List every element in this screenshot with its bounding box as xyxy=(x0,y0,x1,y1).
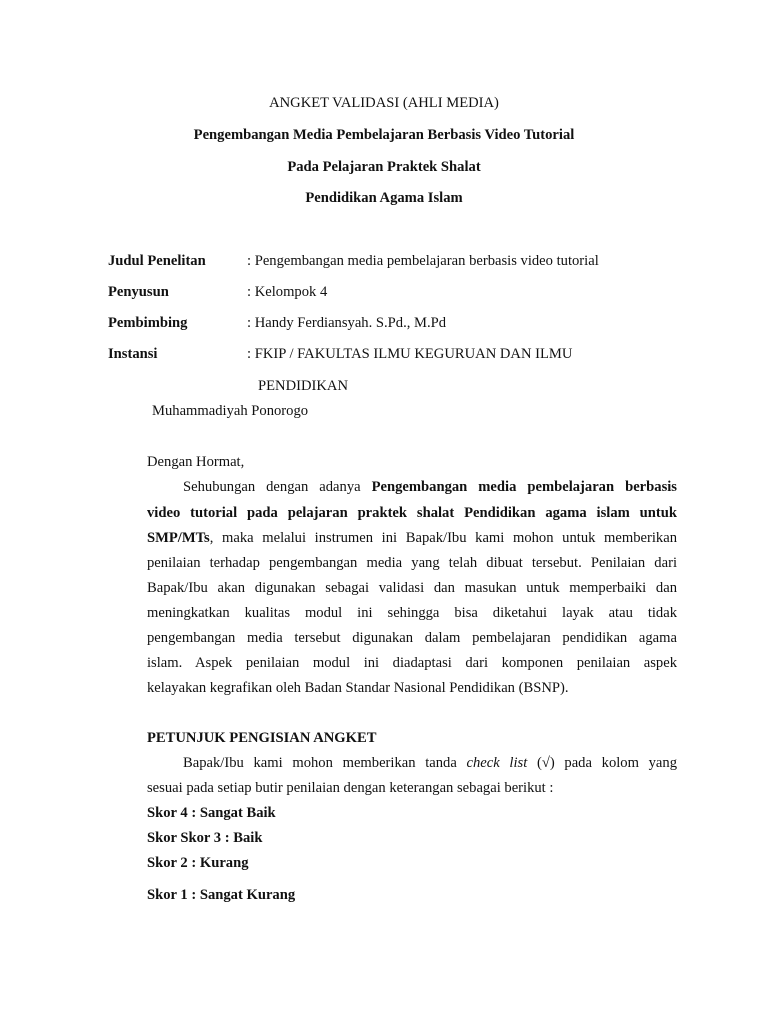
paragraph-line-1-text: Sehubungan dengan adanya xyxy=(183,479,361,495)
pembimbing-label: Pembimbing xyxy=(108,315,188,331)
instructions-line-1-text: Bapak/Ibu kami mohon memberikan tanda xyxy=(183,755,457,771)
instansi-value-university: Muhammadiyah Ponorogo xyxy=(152,403,309,419)
instansi-label: Instansi xyxy=(108,346,158,362)
score-3: Skor Skor 3 : Baik xyxy=(147,830,263,846)
paragraph-line-6: meningkatkan kualitas modul ini sehingga bisa diketahui layak atau tidak xyxy=(147,605,677,621)
document-subtitle-3: Pendidikan Agama Islam xyxy=(305,190,463,206)
paragraph-line-1-bold: Pengembangan media pembelajaran berbasis xyxy=(371,479,677,495)
document-subtitle-1: Pengembangan Media Pembelajaran Berbasis Video Tutorial xyxy=(193,127,575,143)
judul-value: : Pengembangan media pembelajaran berbasis video tutorial xyxy=(247,253,599,269)
paragraph-line-3-text: , maka melalui instrumen ini Bapak/Ibu kami mohon untuk memberikan xyxy=(209,530,677,546)
score-4: Skor 4 : Sangat Baik xyxy=(147,805,276,821)
judul-label: Judul Penelitan xyxy=(108,253,206,269)
paragraph-line-2: video tutorial pada pelajaran praktek shalat Pendidikan agama islam untuk xyxy=(147,505,677,521)
document-subtitle-2: Pada Pelajaran Praktek Shalat xyxy=(287,159,481,175)
instructions-line-2: sesuai pada setiap butir penilaian dengan keterangan sebagai berikut : xyxy=(147,780,554,796)
paragraph-line-3-bold: SMP/MTs xyxy=(147,530,210,546)
paragraph-line-8: islam. Aspek penilaian modul ini diadaptasi dari komponen penilaian aspek xyxy=(147,655,677,671)
pembimbing-value: : Handy Ferdiansyah. S.Pd., M.Pd xyxy=(247,315,447,331)
score-1: Skor 1 : Sangat Kurang xyxy=(147,887,296,903)
instansi-value: : FKIP / FAKULTAS ILMU KEGURUAN DAN ILMU xyxy=(247,346,573,362)
paragraph-line-5: Bapak/Ibu akan digunakan sebagai validasi dan masukan untuk memperbaiki dan xyxy=(147,580,677,596)
greeting: Dengan Hormat, xyxy=(147,454,245,470)
paragraph-line-3 xyxy=(147,530,677,554)
paragraph-line-9: kelayakan kegrafikan oleh Badan Standar Nasional Pendidikan (BSNP). xyxy=(147,680,569,696)
paragraph-line-4: penilaian terhadap pengembangan media yang telah dibuat tersebut. Penilaian dari xyxy=(147,555,677,571)
instructions-heading: PETUNJUK PENGISIAN ANGKET xyxy=(147,730,377,746)
document-title: ANGKET VALIDASI (AHLI MEDIA) xyxy=(269,95,499,111)
paragraph-line-7: pengembangan media tersebut digunakan dalam pembelajaran pendidikan agama xyxy=(147,630,677,646)
penyusun-value: : Kelompok 4 xyxy=(247,284,328,300)
instansi-value-continued: PENDIDIKAN xyxy=(258,378,348,394)
instructions-line-1-italic: check list xyxy=(466,755,528,771)
paragraph-line-1 xyxy=(183,479,677,503)
score-2: Skor 2 : Kurang xyxy=(147,855,249,871)
instructions-line-1 xyxy=(183,755,677,779)
instructions-line-1-end: (√) pada kolom yang xyxy=(536,755,678,771)
penyusun-label: Penyusun xyxy=(108,284,169,300)
